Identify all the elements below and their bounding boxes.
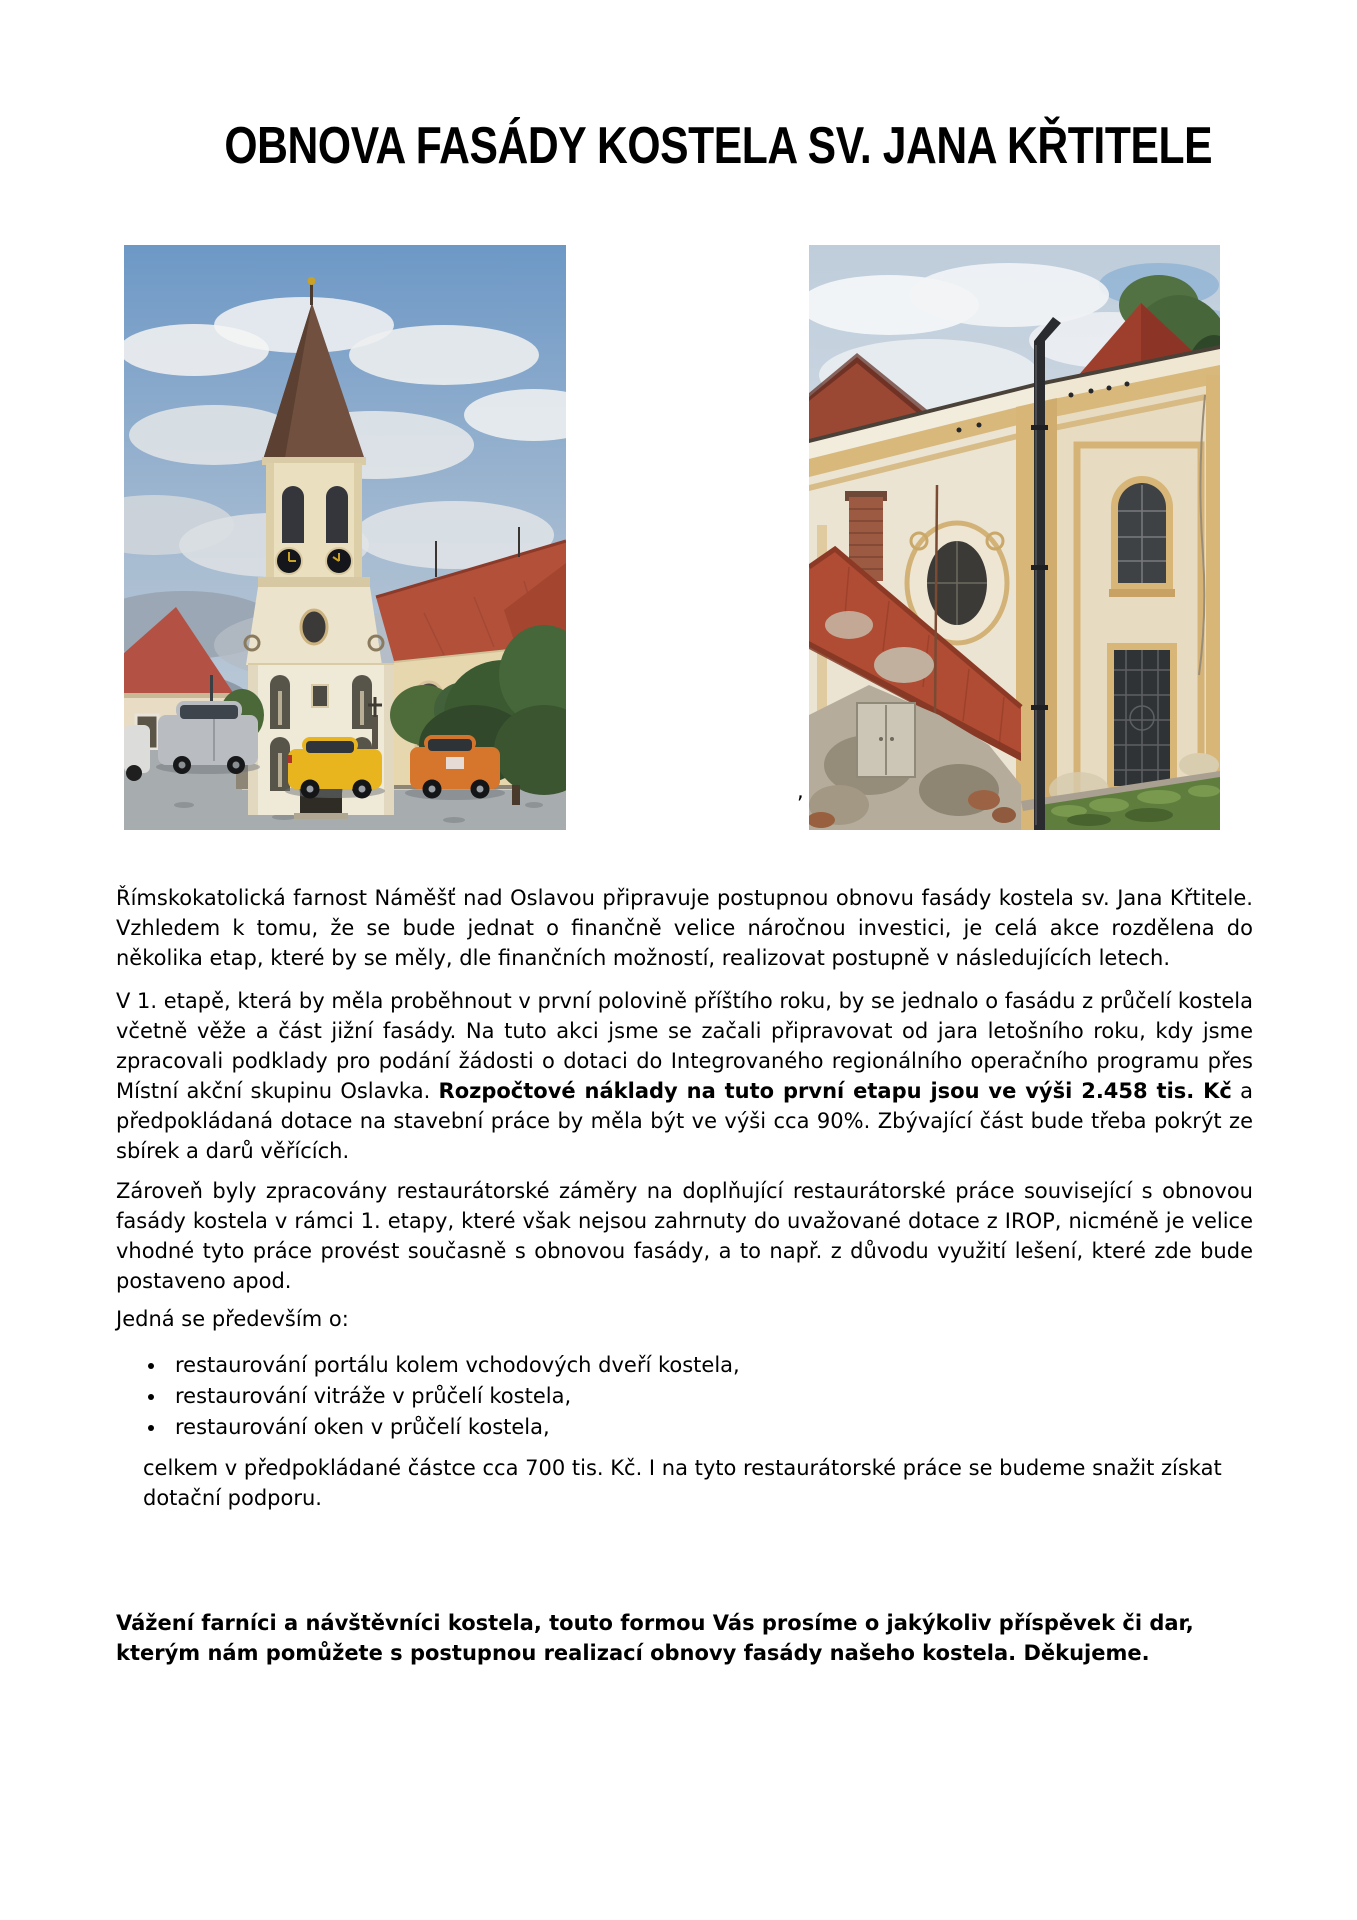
stage-one-text-start: V 1. etapě, která by měla proběhnout v první polovině příštího roku, by se jednalo o fasádu z průčelí kostela včetně věže a část jižní fasády. Na tuto akci jsme se začali připravovat od jara letošního roku, kdy jsme zpracovali podklady pro podání žádosti o dotaci do Integrovaného regionálního operačního programu přes Místní akční skupinu Oslavka. [116, 989, 1253, 1103]
facade-detail-image [809, 245, 1220, 830]
document-body [116, 883, 1253, 1668]
arched-window-upper [1109, 476, 1175, 597]
stage-one-text-end: a předpokládaná dotace na stavební práce by měla být ve výši cca 90%. Zbývající část bude třeba pokrýt ze sbírek a darů věřících. [116, 1079, 1254, 1163]
church-exterior-image [124, 245, 566, 830]
electrical-box [857, 703, 915, 777]
paragraph-intro: Římskokatolická farnost Náměšť nad Oslavou připravuje postupnou obnovu fasády kostela sv. Jana Křtitele. Vzhledem k tomu, že se bude jednat o finančně velice náročnou investici, je celá akce rozdělena do několika etap, které by se měly, dle finančních možností, realizovat postupně v následujících letech. [116, 886, 1253, 970]
bullet-icon [148, 1394, 154, 1400]
bullet-icon [148, 1363, 154, 1369]
bullet-icon [148, 1425, 154, 1431]
list-item-label: restaurování oken v průčelí kostela, [175, 1415, 550, 1439]
paragraph-total-cost: celkem v předpokládané částce cca 700 tis. Kč. I na tyto restaurátorské práce se budeme snažit získat dotační podporu. [143, 1456, 1222, 1510]
church-exterior-photo [124, 245, 566, 830]
page-title [116, 117, 1253, 175]
facade-detail-photo [809, 245, 1220, 830]
white-car [124, 725, 150, 781]
page-title-text: OBNOVA FASÁDY KOSTELA SV. JANA KŘTITELE [224, 117, 1213, 175]
list-intro: Jedná se především o: [116, 1307, 349, 1331]
list-item-stained-glass [116, 1381, 1253, 1412]
budget-bold-text: Rozpočtové náklady na tuto první etapu jsou ve výši 2.458 tis. Kč [438, 1079, 1232, 1103]
list-item-windows [116, 1412, 1253, 1443]
paragraph-stage-one [116, 986, 1253, 1166]
paragraph-restoration-plans: Zároveň byly zpracovány restaurátorské záměry na doplňující restaurátorské práce související s obnovou fasády kostela v rámci 1. etapy, které však nejsou zahrnuty do uvažované dotace z IROP, nicméně je velice vhodné tyto práce provést současně s obnovou fasády, a to např. z důvodu využití lešení, které zde bude postaveno apod. [116, 1179, 1253, 1293]
list-item-label: restaurování portálu kolem vchodových dveří kostela, [175, 1353, 740, 1377]
list-item-label: restaurování vitráže v průčelí kostela, [175, 1384, 572, 1408]
closing-appeal: Vážení farníci a návštěvníci kostela, touto formou Vás prosíme o jakýkoliv příspěvek či dar, kterým nám pomůžete s postupnou realizací obnovy fasády našeho kostela. Děkujeme. [116, 1611, 1194, 1665]
restoration-list [116, 1350, 1253, 1443]
stray-comma: , [797, 779, 804, 803]
list-item-portal [116, 1350, 1253, 1381]
tall-window-lower [1107, 643, 1177, 793]
